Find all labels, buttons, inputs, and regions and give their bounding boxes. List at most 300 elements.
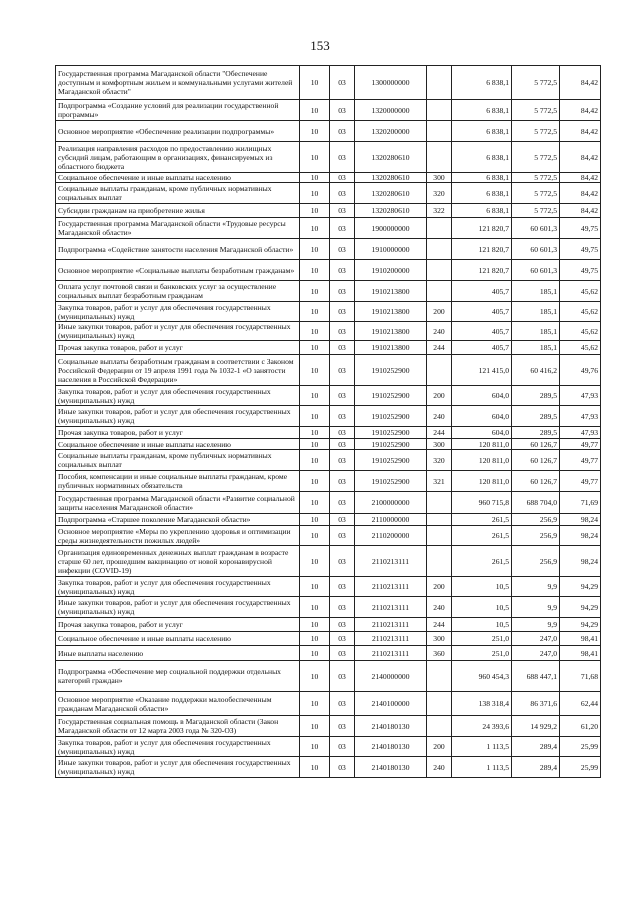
row-planned-amount: 10,5 (452, 577, 512, 597)
row-expense-type: 322 (427, 204, 452, 218)
row-actual-amount: 60 601,3 (512, 218, 560, 239)
row-name: Пособия, компенсации и иные социальные выплаты гражданам, кроме публичных нормативных обязательств (56, 471, 300, 492)
row-target-article: 2140000000 (355, 661, 427, 692)
row-subsection: 03 (330, 218, 355, 239)
row-expense-type: 244 (427, 427, 452, 439)
row-planned-amount: 6 838,1 (452, 121, 512, 142)
row-actual-amount: 289,4 (512, 757, 560, 778)
row-execution-percent: 98,24 (560, 546, 601, 577)
row-actual-amount: 5 772,5 (512, 100, 560, 121)
row-section: 10 (300, 142, 330, 173)
row-execution-percent: 84,42 (560, 204, 601, 218)
row-planned-amount: 960 715,8 (452, 492, 512, 514)
table-row (56, 204, 601, 218)
row-expense-type (427, 661, 452, 692)
row-actual-amount: 247,0 (512, 646, 560, 661)
row-planned-amount: 6 838,1 (452, 173, 512, 183)
row-name: Государственная социальная помощь в Магаданской области (Закон Магаданской области от 12 марта 2003 года № 320-ОЗ) (56, 716, 300, 737)
row-expense-type: 321 (427, 471, 452, 492)
row-section: 10 (300, 427, 330, 439)
row-execution-percent: 49,77 (560, 450, 601, 471)
row-name: Закупка товаров, работ и услуг для обеспечения государственных (муниципальных) нужд (56, 737, 300, 757)
row-actual-amount: 9,9 (512, 597, 560, 618)
row-execution-percent: 94,29 (560, 618, 601, 632)
table-row (56, 386, 601, 406)
row-actual-amount: 5 772,5 (512, 121, 560, 142)
table-row (56, 471, 601, 492)
row-expense-type (427, 546, 452, 577)
row-expense-type (427, 100, 452, 121)
row-target-article: 1320280610 (355, 173, 427, 183)
table-row (56, 546, 601, 577)
row-actual-amount: 9,9 (512, 577, 560, 597)
row-section: 10 (300, 204, 330, 218)
row-target-article: 2140180130 (355, 757, 427, 778)
row-name: Иные закупки товаров, работ и услуг для обеспечения государственных (муниципальных) нужд (56, 406, 300, 427)
row-name: Закупка товаров, работ и услуг для обеспечения государственных (муниципальных) нужд (56, 386, 300, 406)
row-expense-type (427, 716, 452, 737)
row-target-article: 2110213111 (355, 546, 427, 577)
row-actual-amount: 5 772,5 (512, 173, 560, 183)
row-subsection: 03 (330, 632, 355, 646)
row-name: Социальное обеспечение и иные выплаты населению (56, 439, 300, 450)
row-section: 10 (300, 661, 330, 692)
row-execution-percent: 49,75 (560, 218, 601, 239)
row-section: 10 (300, 526, 330, 546)
row-planned-amount: 121 820,7 (452, 218, 512, 239)
row-section: 10 (300, 692, 330, 716)
row-subsection: 03 (330, 546, 355, 577)
row-subsection: 03 (330, 450, 355, 471)
row-section: 10 (300, 341, 330, 355)
row-name: Закупка товаров, работ и услуг для обеспечения государственных (муниципальных) нужд (56, 302, 300, 322)
table-row (56, 239, 601, 260)
row-subsection: 03 (330, 100, 355, 121)
row-name: Основное мероприятие «Социальные выплаты безработным гражданам» (56, 260, 300, 281)
row-expense-type (427, 66, 452, 100)
row-execution-percent: 45,62 (560, 322, 601, 341)
row-actual-amount: 9,9 (512, 618, 560, 632)
row-subsection: 03 (330, 471, 355, 492)
page-number: 153 (310, 38, 330, 53)
row-target-article: 2100000000 (355, 492, 427, 514)
budget-table-body (56, 66, 601, 778)
row-section: 10 (300, 239, 330, 260)
row-target-article: 1910200000 (355, 260, 427, 281)
row-execution-percent: 47,93 (560, 406, 601, 427)
row-planned-amount: 24 393,6 (452, 716, 512, 737)
row-subsection: 03 (330, 406, 355, 427)
row-planned-amount: 6 838,1 (452, 204, 512, 218)
table-row (56, 757, 601, 778)
row-actual-amount: 185,1 (512, 281, 560, 302)
table-row (56, 66, 601, 100)
row-execution-percent: 98,41 (560, 646, 601, 661)
row-subsection: 03 (330, 439, 355, 450)
row-planned-amount: 604,0 (452, 406, 512, 427)
row-planned-amount: 10,5 (452, 618, 512, 632)
row-name: Иные закупки товаров, работ и услуг для обеспечения государственных (муниципальных) нужд (56, 597, 300, 618)
row-expense-type: 360 (427, 646, 452, 661)
row-subsection: 03 (330, 757, 355, 778)
row-section: 10 (300, 322, 330, 341)
row-section: 10 (300, 173, 330, 183)
row-section: 10 (300, 439, 330, 450)
row-execution-percent: 71,68 (560, 661, 601, 692)
row-actual-amount: 60 126,7 (512, 439, 560, 450)
row-execution-percent: 94,29 (560, 597, 601, 618)
row-execution-percent: 71,69 (560, 492, 601, 514)
row-actual-amount: 5 772,5 (512, 142, 560, 173)
row-target-article: 1910252900 (355, 355, 427, 386)
row-expense-type (427, 218, 452, 239)
row-planned-amount: 405,7 (452, 302, 512, 322)
row-planned-amount: 251,0 (452, 632, 512, 646)
row-actual-amount: 688 704,0 (512, 492, 560, 514)
row-target-article: 1320200000 (355, 121, 427, 142)
row-section: 10 (300, 281, 330, 302)
row-target-article: 2140180130 (355, 716, 427, 737)
row-actual-amount: 86 371,6 (512, 692, 560, 716)
row-planned-amount: 6 838,1 (452, 183, 512, 204)
row-planned-amount: 604,0 (452, 386, 512, 406)
table-row (56, 618, 601, 632)
row-section: 10 (300, 183, 330, 204)
table-row (56, 577, 601, 597)
row-name: Государственная программа Магаданской области «Трудовые ресурсы Магаданской области» (56, 218, 300, 239)
row-expense-type (427, 526, 452, 546)
row-section: 10 (300, 100, 330, 121)
row-expense-type (427, 355, 452, 386)
row-planned-amount: 138 318,4 (452, 692, 512, 716)
row-subsection: 03 (330, 716, 355, 737)
row-section: 10 (300, 355, 330, 386)
row-subsection: 03 (330, 142, 355, 173)
row-execution-percent: 84,42 (560, 142, 601, 173)
row-expense-type: 240 (427, 597, 452, 618)
row-actual-amount: 60 416,2 (512, 355, 560, 386)
row-actual-amount: 256,9 (512, 546, 560, 577)
row-planned-amount: 120 811,0 (452, 471, 512, 492)
row-planned-amount: 6 838,1 (452, 66, 512, 100)
row-name: Оплата услуг почтовой связи и банковских услуг за осуществление социальных выплат безработным гражданам (56, 281, 300, 302)
row-name: Основное мероприятие «Оказание поддержки малообеспеченным гражданам Магаданской области» (56, 692, 300, 716)
row-planned-amount: 261,5 (452, 546, 512, 577)
row-planned-amount: 604,0 (452, 427, 512, 439)
row-section: 10 (300, 386, 330, 406)
row-execution-percent: 94,29 (560, 577, 601, 597)
row-execution-percent: 84,42 (560, 66, 601, 100)
table-row (56, 439, 601, 450)
row-name: Иные закупки товаров, работ и услуг для обеспечения государственных (муниципальных) нужд (56, 757, 300, 778)
row-subsection: 03 (330, 281, 355, 302)
row-expense-type (427, 239, 452, 260)
table-row (56, 526, 601, 546)
row-section: 10 (300, 632, 330, 646)
row-target-article: 1910213800 (355, 322, 427, 341)
row-execution-percent: 49,75 (560, 239, 601, 260)
row-planned-amount: 405,7 (452, 322, 512, 341)
row-subsection: 03 (330, 204, 355, 218)
row-subsection: 03 (330, 526, 355, 546)
row-target-article: 1320280610 (355, 142, 427, 173)
row-subsection: 03 (330, 302, 355, 322)
row-subsection: 03 (330, 66, 355, 100)
row-subsection: 03 (330, 239, 355, 260)
row-execution-percent: 84,42 (560, 121, 601, 142)
row-execution-percent: 98,41 (560, 632, 601, 646)
row-planned-amount: 261,5 (452, 526, 512, 546)
row-target-article: 1910252900 (355, 406, 427, 427)
row-subsection: 03 (330, 577, 355, 597)
row-execution-percent: 61,20 (560, 716, 601, 737)
row-expense-type: 244 (427, 341, 452, 355)
row-section: 10 (300, 260, 330, 281)
row-execution-percent: 47,93 (560, 427, 601, 439)
row-name: Социальные выплаты безработным гражданам в соответствии с Законом Российской Федерации от 19 апреля 1991 года № 1032-1 «О занятости населения в Российской Федерации» (56, 355, 300, 386)
row-name: Прочая закупка товаров, работ и услуг (56, 427, 300, 439)
table-row (56, 281, 601, 302)
row-execution-percent: 45,62 (560, 281, 601, 302)
row-execution-percent: 45,62 (560, 302, 601, 322)
table-row (56, 322, 601, 341)
row-execution-percent: 49,75 (560, 260, 601, 281)
row-target-article: 2110213111 (355, 618, 427, 632)
row-expense-type: 244 (427, 618, 452, 632)
row-actual-amount: 60 126,7 (512, 471, 560, 492)
row-planned-amount: 251,0 (452, 646, 512, 661)
row-expense-type: 300 (427, 439, 452, 450)
row-section: 10 (300, 302, 330, 322)
row-actual-amount: 185,1 (512, 322, 560, 341)
row-expense-type: 240 (427, 322, 452, 341)
row-name: Подпрограмма «Старшее поколение Магаданской области» (56, 514, 300, 526)
row-section: 10 (300, 737, 330, 757)
table-row (56, 737, 601, 757)
row-name: Иные закупки товаров, работ и услуг для обеспечения государственных (муниципальных) нужд (56, 322, 300, 341)
row-planned-amount: 261,5 (452, 514, 512, 526)
row-planned-amount: 1 113,5 (452, 737, 512, 757)
row-actual-amount: 185,1 (512, 341, 560, 355)
table-row (56, 100, 601, 121)
row-section: 10 (300, 66, 330, 100)
row-actual-amount: 289,5 (512, 406, 560, 427)
row-name: Подпрограмма «Создание условий для реализации государственной программы» (56, 100, 300, 121)
row-subsection: 03 (330, 386, 355, 406)
row-planned-amount: 405,7 (452, 281, 512, 302)
row-expense-type (427, 281, 452, 302)
row-actual-amount: 247,0 (512, 632, 560, 646)
row-subsection: 03 (330, 260, 355, 281)
row-subsection: 03 (330, 646, 355, 661)
row-name: Прочая закупка товаров, работ и услуг (56, 618, 300, 632)
row-section: 10 (300, 597, 330, 618)
row-name: Подпрограмма «Обеспечение мер социальной поддержки отдельных категорий граждан» (56, 661, 300, 692)
row-planned-amount: 120 811,0 (452, 450, 512, 471)
row-name: Государственная программа Магаданской области "Обеспечение доступным и комфортным жильем и коммунальными услугами жителей Магаданской области" (56, 66, 300, 100)
table-row (56, 492, 601, 514)
row-expense-type: 200 (427, 737, 452, 757)
row-planned-amount: 6 838,1 (452, 100, 512, 121)
row-target-article: 1910252900 (355, 471, 427, 492)
row-expense-type (427, 492, 452, 514)
row-actual-amount: 14 929,2 (512, 716, 560, 737)
row-name: Подпрограмма «Содействие занятости населения Магаданской области» (56, 239, 300, 260)
row-actual-amount: 256,9 (512, 514, 560, 526)
row-target-article: 1900000000 (355, 218, 427, 239)
table-row (56, 406, 601, 427)
table-row (56, 450, 601, 471)
row-execution-percent: 98,24 (560, 514, 601, 526)
row-planned-amount: 1 113,5 (452, 757, 512, 778)
row-planned-amount: 405,7 (452, 341, 512, 355)
row-target-article: 1910252900 (355, 439, 427, 450)
row-expense-type: 200 (427, 386, 452, 406)
row-expense-type: 240 (427, 757, 452, 778)
table-row (56, 632, 601, 646)
row-actual-amount: 60 601,3 (512, 239, 560, 260)
row-planned-amount: 120 811,0 (452, 439, 512, 450)
row-section: 10 (300, 514, 330, 526)
row-target-article: 2110213111 (355, 597, 427, 618)
row-name: Основное мероприятие «Обеспечение реализации подпрограммы» (56, 121, 300, 142)
row-target-article: 2140180130 (355, 737, 427, 757)
row-target-article: 1910213800 (355, 281, 427, 302)
row-subsection: 03 (330, 597, 355, 618)
row-subsection: 03 (330, 661, 355, 692)
table-row (56, 302, 601, 322)
row-execution-percent: 84,42 (560, 183, 601, 204)
row-section: 10 (300, 471, 330, 492)
row-name: Закупка товаров, работ и услуг для обеспечения государственных (муниципальных) нужд (56, 577, 300, 597)
row-actual-amount: 5 772,5 (512, 183, 560, 204)
row-actual-amount: 5 772,5 (512, 66, 560, 100)
row-section: 10 (300, 716, 330, 737)
row-target-article: 2140100000 (355, 692, 427, 716)
table-row (56, 646, 601, 661)
row-expense-type: 200 (427, 302, 452, 322)
table-row (56, 427, 601, 439)
row-subsection: 03 (330, 121, 355, 142)
row-actual-amount: 289,5 (512, 427, 560, 439)
row-execution-percent: 49,77 (560, 439, 601, 450)
row-subsection: 03 (330, 492, 355, 514)
row-target-article: 1910252900 (355, 386, 427, 406)
row-expense-type (427, 260, 452, 281)
row-target-article: 1320000000 (355, 100, 427, 121)
row-section: 10 (300, 121, 330, 142)
row-subsection: 03 (330, 341, 355, 355)
row-target-article: 1320280610 (355, 183, 427, 204)
row-name: Социальные выплаты гражданам, кроме публичных нормативных социальных выплат (56, 183, 300, 204)
row-section: 10 (300, 450, 330, 471)
row-section: 10 (300, 546, 330, 577)
table-row (56, 514, 601, 526)
row-section: 10 (300, 406, 330, 427)
row-execution-percent: 47,93 (560, 386, 601, 406)
row-subsection: 03 (330, 173, 355, 183)
row-name: Социальное обеспечение и иные выплаты населению (56, 632, 300, 646)
row-execution-percent: 49,76 (560, 355, 601, 386)
table-row (56, 121, 601, 142)
row-subsection: 03 (330, 183, 355, 204)
table-row (56, 183, 601, 204)
table-row (56, 355, 601, 386)
row-expense-type: 240 (427, 406, 452, 427)
row-execution-percent: 98,24 (560, 526, 601, 546)
row-execution-percent: 84,42 (560, 173, 601, 183)
table-row (56, 597, 601, 618)
row-subsection: 03 (330, 618, 355, 632)
row-name: Реализация направления расходов по предоставлению жилищных субсидий лицам, работающим в организациях, финансируемых из областного бюджета (56, 142, 300, 173)
table-row (56, 173, 601, 183)
row-name: Иные выплаты населению (56, 646, 300, 661)
row-target-article: 1910213800 (355, 341, 427, 355)
row-planned-amount: 6 838,1 (452, 142, 512, 173)
row-name: Прочая закупка товаров, работ и услуг (56, 341, 300, 355)
row-expense-type: 300 (427, 173, 452, 183)
row-target-article: 2110213111 (355, 632, 427, 646)
row-target-article: 2110200000 (355, 526, 427, 546)
row-execution-percent: 49,77 (560, 471, 601, 492)
row-name: Социальные выплаты гражданам, кроме публичных нормативных социальных выплат (56, 450, 300, 471)
row-actual-amount: 688 447,1 (512, 661, 560, 692)
row-execution-percent: 84,42 (560, 100, 601, 121)
row-name: Государственная программа Магаданской области «Развитие социальной защиты населения Магаданской области» (56, 492, 300, 514)
row-section: 10 (300, 218, 330, 239)
table-row (56, 142, 601, 173)
row-expense-type (427, 692, 452, 716)
row-target-article: 1300000000 (355, 66, 427, 100)
row-execution-percent: 25,99 (560, 737, 601, 757)
row-expense-type: 320 (427, 183, 452, 204)
row-expense-type (427, 121, 452, 142)
row-planned-amount: 960 454,3 (452, 661, 512, 692)
table-row (56, 341, 601, 355)
table-row (56, 692, 601, 716)
row-planned-amount: 121 415,0 (452, 355, 512, 386)
row-subsection: 03 (330, 514, 355, 526)
row-execution-percent: 45,62 (560, 341, 601, 355)
row-actual-amount: 289,4 (512, 737, 560, 757)
row-name: Социальное обеспечение и иные выплаты населению (56, 173, 300, 183)
row-name: Организация единовременных денежных выплат гражданам в возрасте старше 60 лет, прошедшим вакцинацию от новой коронавирусной инфекции (COVID-19) (56, 546, 300, 577)
table-row (56, 716, 601, 737)
row-expense-type (427, 514, 452, 526)
row-section: 10 (300, 577, 330, 597)
row-actual-amount: 60 601,3 (512, 260, 560, 281)
row-name: Основное мероприятие «Меры по укреплению здоровья и оптимизации среды жизнедеятельности пожилых людей» (56, 526, 300, 546)
row-section: 10 (300, 646, 330, 661)
row-actual-amount: 60 126,7 (512, 450, 560, 471)
row-planned-amount: 121 820,7 (452, 239, 512, 260)
row-target-article: 1910252900 (355, 427, 427, 439)
row-target-article: 1320280610 (355, 204, 427, 218)
row-execution-percent: 25,99 (560, 757, 601, 778)
table-row (56, 260, 601, 281)
row-section: 10 (300, 492, 330, 514)
row-target-article: 1910252900 (355, 450, 427, 471)
row-actual-amount: 185,1 (512, 302, 560, 322)
row-subsection: 03 (330, 322, 355, 341)
row-subsection: 03 (330, 737, 355, 757)
row-planned-amount: 121 820,7 (452, 260, 512, 281)
row-target-article: 2110213111 (355, 646, 427, 661)
row-subsection: 03 (330, 692, 355, 716)
row-name: Субсидии гражданам на приобретение жилья (56, 204, 300, 218)
row-target-article: 2110000000 (355, 514, 427, 526)
table-row (56, 661, 601, 692)
